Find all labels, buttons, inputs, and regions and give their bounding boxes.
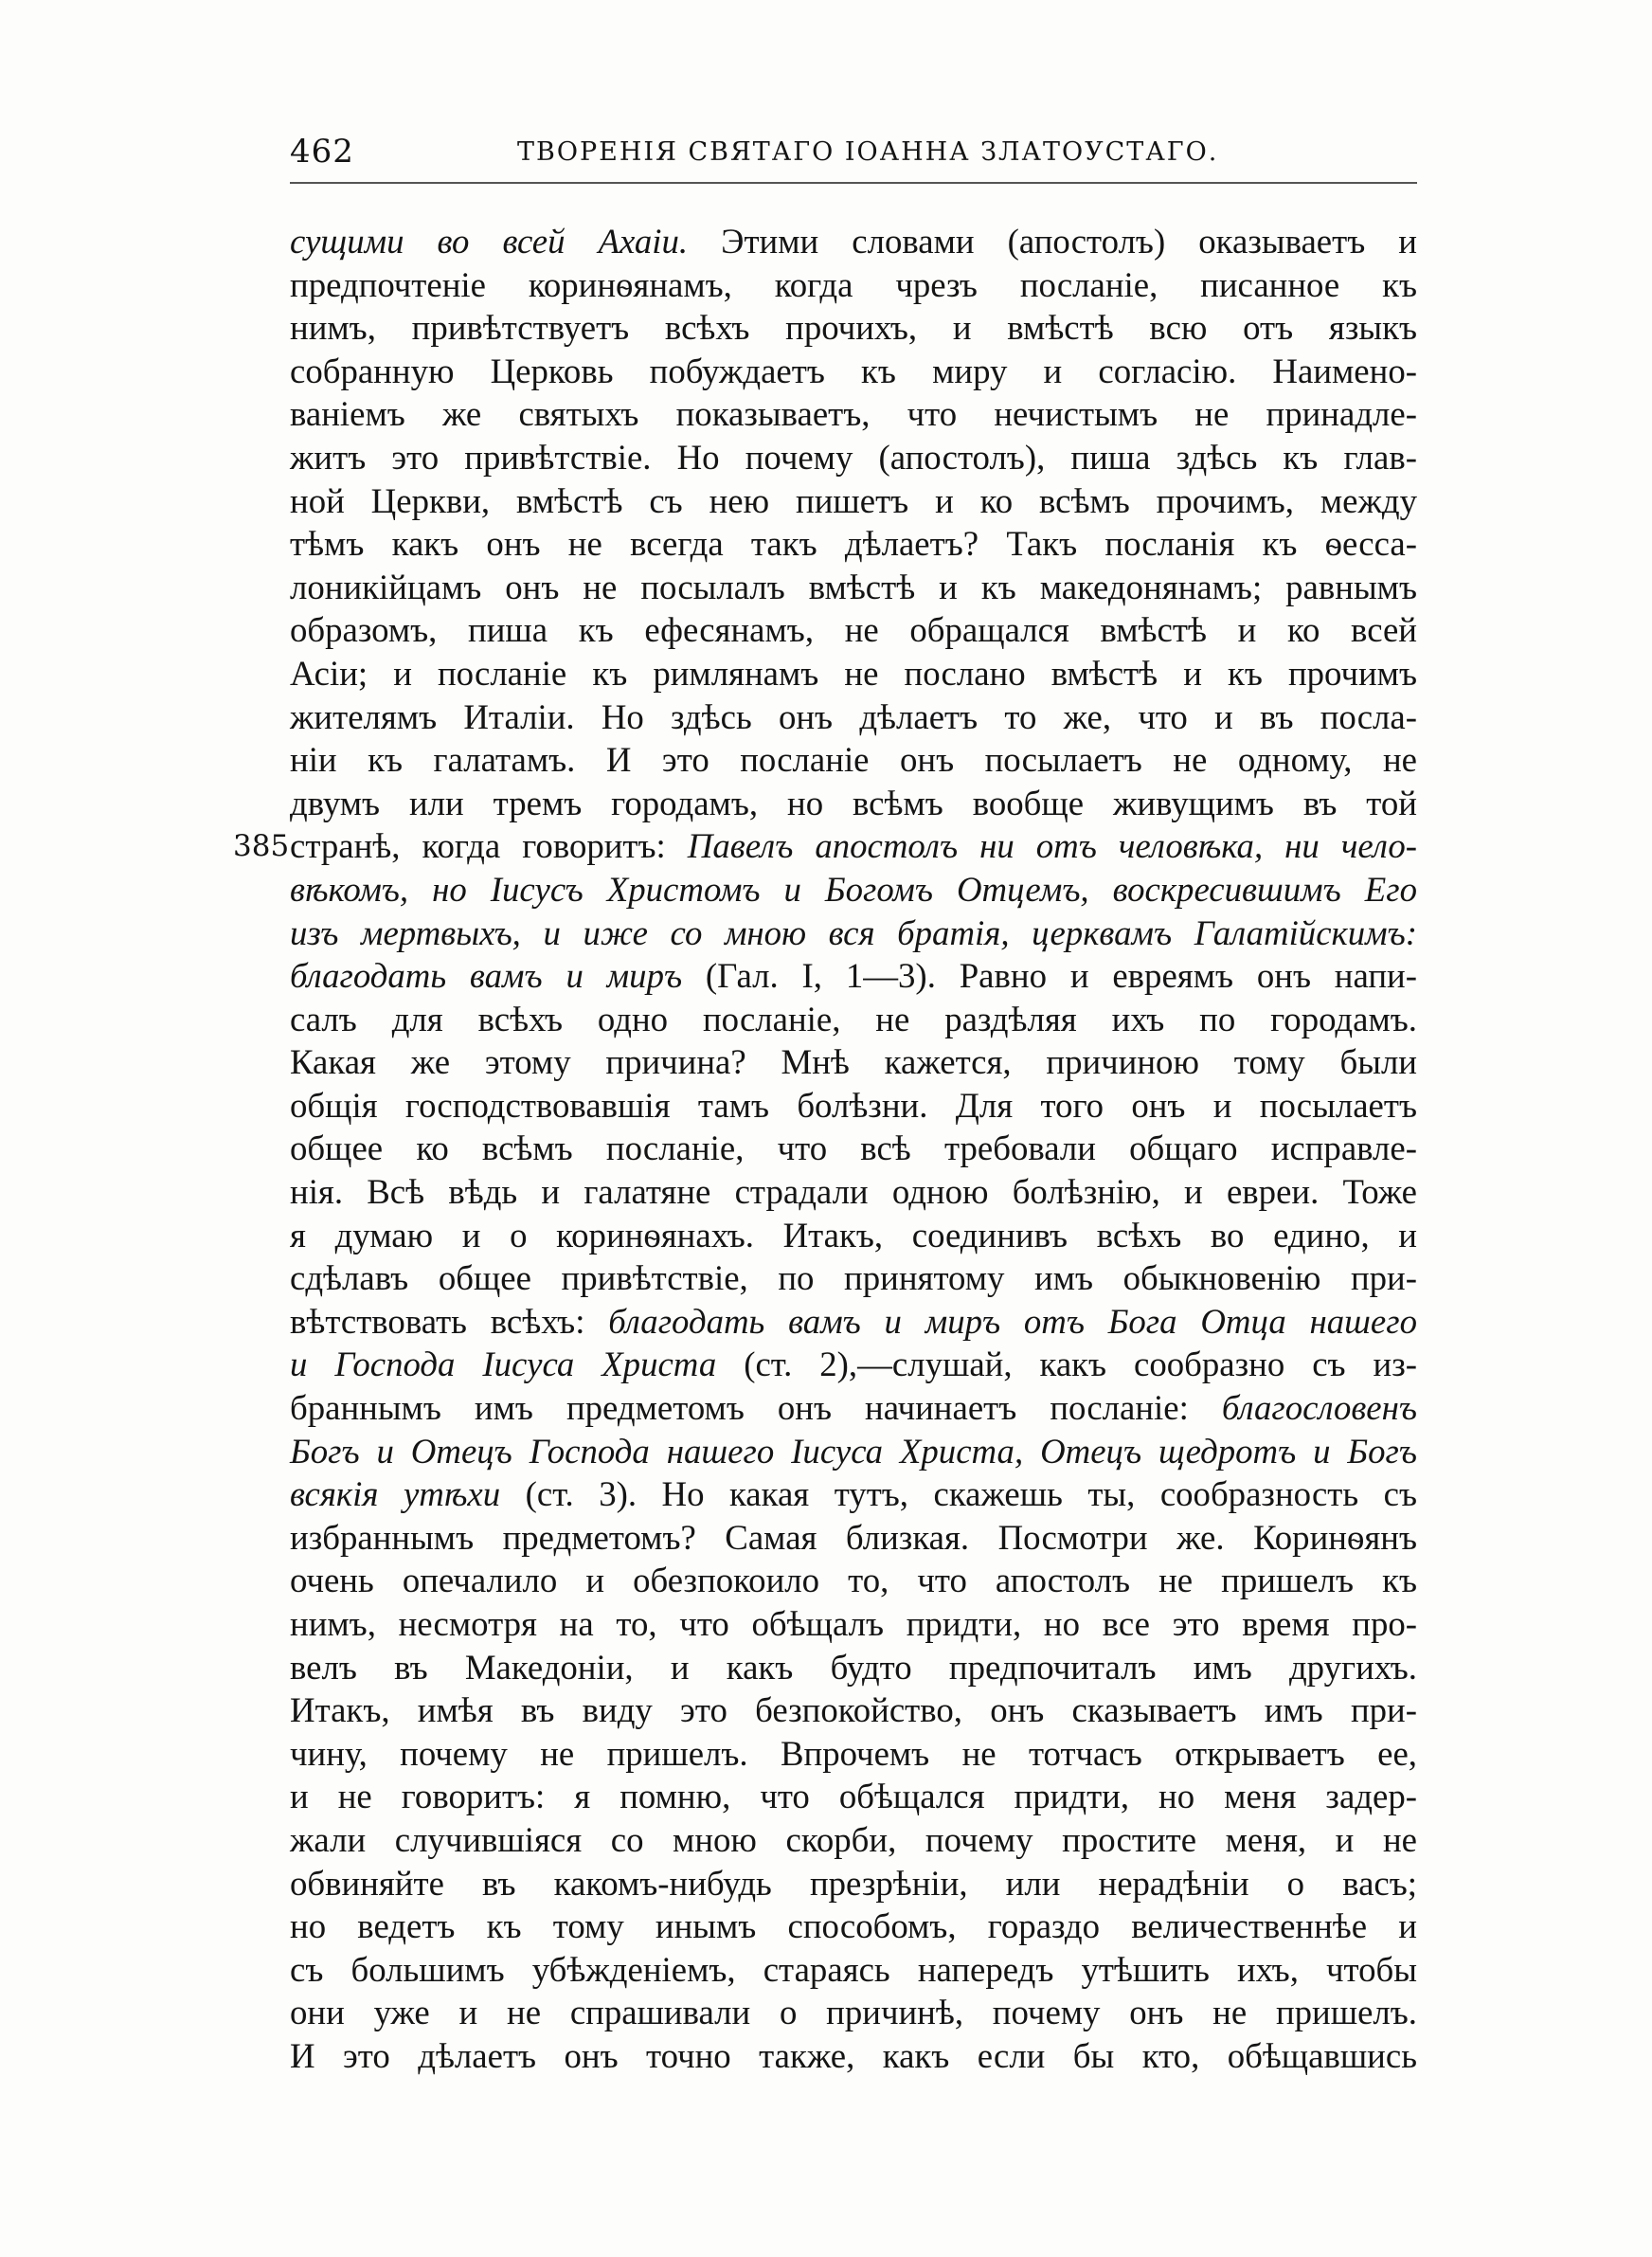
- text-line: [290, 1040, 1417, 1084]
- text-segment: странѣ, когда говоритъ:: [290, 826, 688, 866]
- text-segment: обвиняйте въ какомъ-нибудь презрѣніи, или нерадѣніи о васъ;: [290, 1863, 1417, 1903]
- text-line: [290, 566, 1417, 609]
- italic-quote-segment: всякія утѣхи: [290, 1474, 501, 1514]
- text-segment: ной Церкви, вмѣстѣ съ нею пишетъ и ко всѣмъ прочимъ, между: [290, 480, 1417, 520]
- italic-quote-segment: и Господа Іисуса Христа: [290, 1345, 717, 1384]
- text-segment: образомъ, пиша къ ефесянамъ, не обращался вмѣстѣ и ко всей: [290, 610, 1417, 650]
- italic-quote-segment: Богъ и Отецъ Господа нашего Іисуса Христа, Отецъ щедротъ и Богъ: [290, 1431, 1417, 1471]
- text-line: [290, 1472, 1417, 1516]
- text-segment: (Гал. I, 1—3). Равно и евреямъ онъ напи-: [682, 956, 1417, 996]
- text-line: [290, 1386, 1417, 1430]
- text-segment: нія. Всѣ вѣдь и галатяне страдали одною болѣзнію, и евреи. Тоже: [290, 1172, 1417, 1212]
- text-line: [290, 1256, 1417, 1300]
- text-line: [290, 1991, 1417, 2034]
- text-line: [290, 1300, 1417, 1344]
- italic-quote-segment: благодать вамъ и миръ: [290, 956, 683, 996]
- text-line: [290, 1602, 1417, 1646]
- text-line: [290, 1818, 1417, 1862]
- text-line: [290, 1775, 1417, 1818]
- text-segment: велъ въ Македоніи, и какъ будто предпочиталъ имъ другихъ.: [290, 1647, 1417, 1687]
- text-line: [290, 1214, 1417, 1257]
- text-line: [290, 954, 1417, 998]
- text-line: [290, 695, 1417, 739]
- text-segment: двумъ или тремъ городамъ, но всѣмъ вообще живущимъ въ той: [290, 783, 1417, 822]
- text-segment: лоникійцамъ онъ не посылалъ вмѣстѣ и къ македонянамъ; равнымъ: [290, 567, 1417, 606]
- text-line: [290, 1948, 1417, 1992]
- italic-quote-segment: благословенъ: [1221, 1388, 1417, 1428]
- text-segment: чину, почему не пришелъ. Впрочемъ не тотчасъ открываетъ ее,: [290, 1733, 1417, 1773]
- text-line: [290, 782, 1417, 825]
- text-line: [290, 1343, 1417, 1386]
- text-line: [290, 1862, 1417, 1905]
- text-line: [290, 868, 1417, 912]
- text-line: [290, 912, 1417, 955]
- text-segment: Какая же этому причина? Мнѣ кажется, причиною тому были: [290, 1042, 1417, 1082]
- text-segment: жителямъ Италіи. Но здѣсь онъ дѣлаетъ то же, что и въ посла-: [290, 696, 1417, 736]
- text-segment: они уже и не спрашивали о причинѣ, почему онъ не пришелъ.: [290, 1993, 1417, 2032]
- text-segment: И это дѣлаетъ онъ точно также, какъ если бы кто, обѣщавшись: [290, 2035, 1417, 2075]
- text-line: [290, 1688, 1417, 1732]
- text-segment: вѣтствовать всѣхъ:: [290, 1301, 609, 1341]
- text-segment: жали случившіяся со мною скорби, почему простите меня, и не: [290, 1819, 1417, 1859]
- text-segment: Асіи; и посланіе къ римлянамъ не послано вмѣстѣ и къ прочимъ: [290, 653, 1417, 693]
- text-segment: (ст. 3). Но какая тутъ, скажешь ты, сообразность съ: [500, 1474, 1417, 1514]
- text-segment: но ведетъ къ тому инымъ способомъ, гораздо величественнѣе и: [290, 1906, 1417, 1946]
- text-segment: собранную Церковь побуждаетъ къ миру и согласію. Наимено-: [290, 351, 1417, 390]
- text-line: [290, 350, 1417, 393]
- text-line: [290, 1127, 1417, 1170]
- text-segment: я думаю и о коринѳянахъ. Итакъ, соединивъ всѣхъ во едино, и: [290, 1215, 1417, 1255]
- text-segment: общее ко всѣмъ посланіе, что всѣ требовали общаго исправле-: [290, 1128, 1417, 1168]
- margin-reference-number: 385: [233, 829, 290, 863]
- text-line: [290, 824, 1417, 868]
- italic-quote-segment: Павелъ апостолъ ни отъ человѣка, ни чело-: [687, 826, 1417, 866]
- text-segment: салъ для всѣхъ одно посланіе, не раздѣляя ихъ по городамъ.: [290, 999, 1417, 1038]
- text-line: [290, 436, 1417, 479]
- text-line: [290, 392, 1417, 436]
- text-segment: житъ это привѣтствіе. Но почему (апостолъ), пиша здѣсь къ глав-: [290, 437, 1417, 477]
- text-segment: и не говоритъ: я помню, что обѣщался придти, но меня задер-: [290, 1777, 1417, 1816]
- text-segment: избраннымъ предметомъ? Самая близкая. Посмотри же. Коринѳянъ: [290, 1517, 1417, 1557]
- text-segment: браннымъ имъ предметомъ онъ начинаетъ посланіе:: [290, 1388, 1222, 1428]
- body-text: [290, 220, 1417, 2078]
- text-line: [290, 220, 1417, 263]
- text-segment: общія господствовавшія тамъ болѣзни. Для того онъ и посылаетъ: [290, 1085, 1417, 1125]
- text-line: [290, 1559, 1417, 1602]
- text-segment: съ большимъ убѣжденіемъ, стараясь напередъ утѣшить ихъ, чтобы: [290, 1949, 1417, 1989]
- text-segment: ніи къ галатамъ. И это посланіе онъ посылаетъ не одному, не: [290, 740, 1417, 780]
- text-segment: (ст. 2),—слушай, какъ сообразно съ из-: [716, 1345, 1417, 1384]
- text-segment: нимъ, привѣтствуетъ всѣхъ прочихъ, и вмѣстѣ всю отъ языкъ: [290, 308, 1417, 348]
- text-line: [290, 1905, 1417, 1948]
- text-line: [290, 738, 1417, 782]
- text-line: [290, 479, 1417, 523]
- italic-quote-segment: благодать вамъ и миръ отъ Бога Отца нашего: [608, 1301, 1418, 1341]
- text-segment: сдѣлавъ общее привѣтствіе, по принятому имъ обыкновенію при-: [290, 1258, 1417, 1298]
- text-segment: Этими словами (апостолъ) оказываетъ и: [688, 222, 1417, 261]
- text-line: [290, 1170, 1417, 1214]
- text-line: [290, 608, 1417, 652]
- text-segment: Итакъ, имѣя въ виду это безпокойство, онъ сказываетъ имъ при-: [290, 1690, 1417, 1730]
- italic-quote-segment: вѣкомъ, но Іисусъ Христомъ и Богомъ Отцемъ, воскресившимъ Его: [290, 869, 1417, 909]
- text-line: [290, 1430, 1417, 1473]
- text-line: [290, 1646, 1417, 1689]
- page-header: [290, 129, 1417, 174]
- text-line: [290, 652, 1417, 695]
- page-number: 462: [290, 133, 354, 171]
- text-line: [290, 1516, 1417, 1560]
- text-segment: предпочтеніе коринѳянамъ, когда чрезъ посланіе, писанное къ: [290, 264, 1417, 304]
- italic-quote-segment: сущими во всей Ахаіи.: [290, 222, 689, 261]
- text-segment: тѣмъ какъ онъ не всегда такъ дѣлаетъ? Такъ посланія къ ѳесса-: [290, 524, 1417, 564]
- text-line: [290, 998, 1417, 1041]
- text-segment: ваніемъ же святыхъ показываетъ, что нечистымъ не принадле-: [290, 394, 1417, 434]
- text-line: [290, 2034, 1417, 2078]
- italic-quote-segment: изъ мертвыхъ, и иже со мною вся братія, церквамъ Галатійскимъ:: [290, 912, 1417, 952]
- text-line: [290, 306, 1417, 350]
- text-segment: нимъ, несмотря на то, что обѣщалъ придти, но все это время про-: [290, 1604, 1417, 1643]
- text-segment: очень опечалило и обезпокоило то, что апостолъ не пришелъ къ: [290, 1561, 1417, 1600]
- text-line: [290, 522, 1417, 566]
- text-line: [290, 263, 1417, 307]
- running-title: ТВОРЕНІЯ СВЯТАГО ІОАННА ЗЛАТОУСТАГО.: [517, 137, 1219, 167]
- text-line: [290, 1732, 1417, 1776]
- text-line: [290, 1084, 1417, 1128]
- header-rule: [290, 182, 1417, 184]
